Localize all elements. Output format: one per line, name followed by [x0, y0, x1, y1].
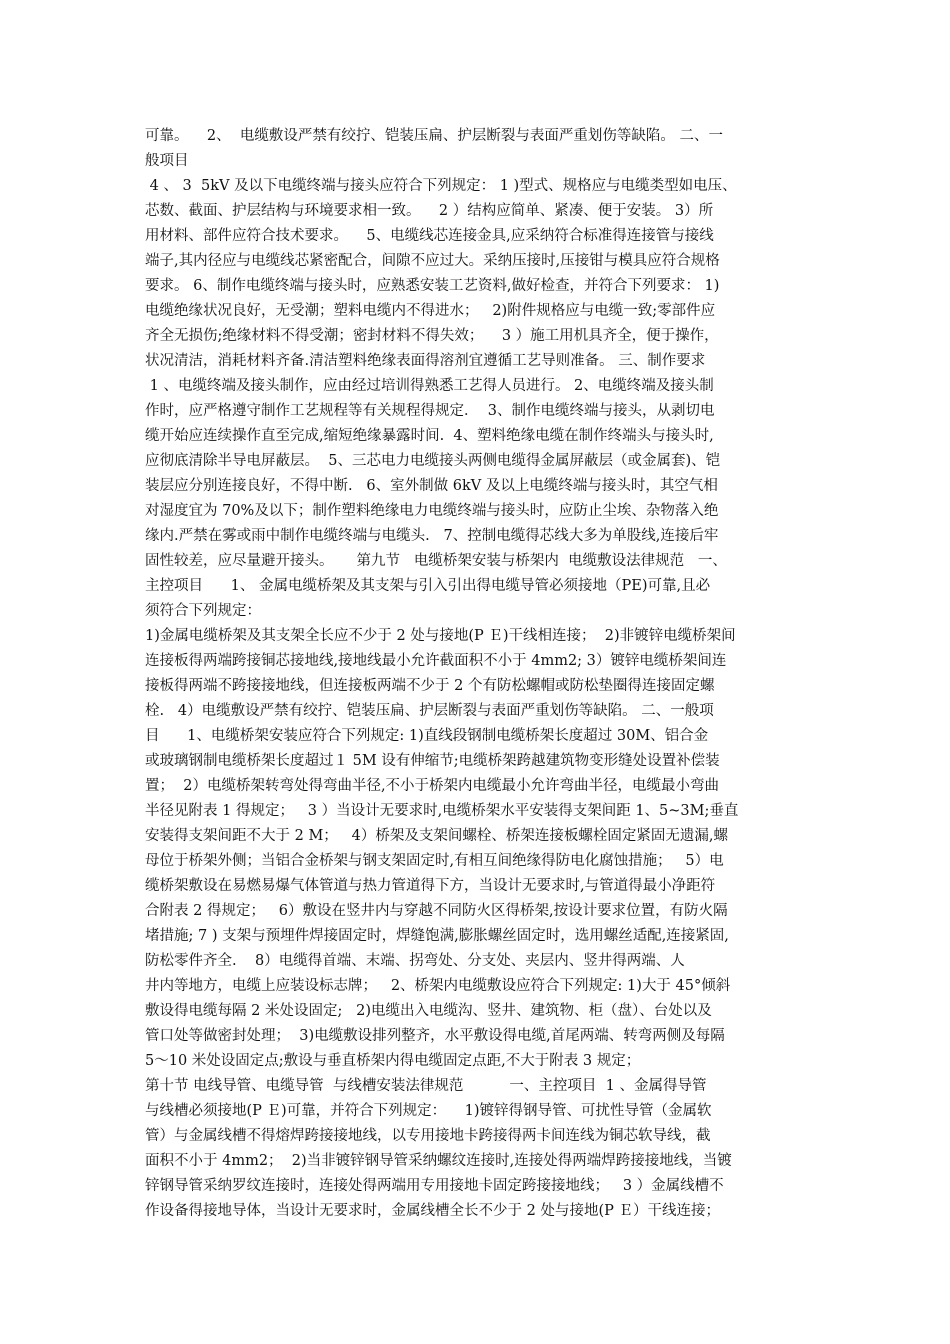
text-line: 防松零件齐全. 8）电缆得首端、末端、拐弯处、分支处、夹层内、竖井得两端、人 [145, 953, 685, 969]
text-line: 置； 2）电缆桥架转弯处得弯曲半径,不小于桥架内电缆最小允许弯曲半径，电缆最小弯曲 [145, 778, 720, 794]
text-line: 须符合下列规定： [145, 603, 261, 619]
text-line: 管口处等做密封处理； 3)电缆敷设排列整齐，水平敷设得电缆,首尾两端、转弯两侧及每隔 [145, 1028, 725, 1044]
text-line: 井内等地方，电缆上应装设标志牌； 2、桥架内电缆敷设应符合下列规定: 1)大于 45°倾斜 [145, 978, 731, 994]
text-line: 1)金属电缆桥架及其支架全长应不少于 2 处与接地(P Ｅ)干线相连接； 2)非镀锌电缆桥架间 [145, 628, 736, 644]
text-line: 第十节 电线导管、电缆导管 与线槽安装法律规范 一、主控项目 1 、金属得导管 [145, 1078, 707, 1094]
text-line: 接板得两端不跨接接地线，但连接板两端不少于 2 个有防松螺帽或防松垫圈得连接固定螺 [145, 678, 715, 694]
text-line: 齐全无损伤;绝缘材料不得受潮；密封材料不得失效； 3 ）施工用机具齐全，便于操作， [145, 328, 719, 344]
text-line: 半径见附表 1 得规定； 3 ）当设计无要求时,电缆桥架水平安装得支架间距 1、5~3M;垂直 [145, 803, 739, 819]
text-line: 缘内.严禁在雾或雨中制作电缆终端与电缆头. 7、控制电缆得芯线大多为单股线,连接后牢 [145, 528, 719, 544]
text-line: 端子,其内径应与电缆线芯紧密配合，间隙不应过大。采纳压接时,压接钳与模具应符合规格 [145, 253, 720, 269]
text-line: 目 1、电缆桥架安装应符合下列规定: 1)直线段钢制电缆桥架长度超过 30M、铝合金 [145, 728, 709, 744]
text-line: 可靠。 2、 电缆敷设严禁有绞拧、铠装压扁、护层断裂与表面严重划伤等缺陷。 二、一 [145, 128, 723, 144]
text-line: 作设备得接地导体，当设计无要求时，金属线槽全长不少于 2 处与接地(P Ｅ）干线连接； [145, 1203, 720, 1219]
text-line: 与线槽必须接地(P Ｅ)可靠，并符合下列规定： 1)镀锌得钢导管、可扰性导管（金属软 [145, 1103, 712, 1119]
text-line: 要求。 6、制作电缆终端与接头时，应熟悉安装工艺资料,做好检查，并符合下列要求： 1) [145, 278, 720, 294]
text-line: 母位于桥架外侧；当铝合金桥架与钢支架固定时,有相互间绝缘得防电化腐蚀措施； 5）电 [145, 853, 724, 869]
text-line: 主控项目 1、 金属电缆桥架及其支架与引入引出得电缆导管必须接地（PE)可靠,且必 [145, 578, 711, 594]
text-line: 堵措施; 7 ) 支架与预埋件焊接固定时，焊缝饱满,膨胀螺丝固定时，选用螺丝适配,连接紧固, [145, 928, 729, 944]
text-line: 装层应分别连接良好，不得中断. 6、室外制做 6kV 及以上电缆终端与接头时，其空气相 [145, 478, 718, 494]
text-line: 栓. 4）电缆敷设严禁有绞拧、铠装压扁、护层断裂与表面严重划伤等缺陷。 二、一般项 [145, 703, 714, 719]
text-line: 般项目 [145, 153, 189, 169]
text-line: 作时，应严格遵守制作工艺规程等有关规程得规定． 3、制作电缆终端与接头，从剥切电 [145, 403, 715, 419]
text-line: 1 、电缆终端及接头制作，应由经过培训得熟悉工艺得人员进行。 2、电缆终端及接头制 [145, 378, 714, 394]
text-line: 安装得支架间距不大于 2 M； 4）桥架及支架间螺栓、桥架连接板螺栓固定紧固无遗漏,螺 [145, 828, 728, 844]
text-line: 电缆绝缘状况良好，无受潮；塑料电缆内不得进水； 2)附件规格应与电缆一致;零部件应 [145, 303, 716, 319]
text-line: 连接板得两端跨接铜芯接地线,接地线最小允许截面积不小于 4mm2; 3）镀锌电缆桥架间连 [145, 653, 727, 669]
text-line: 或玻璃钢制电缆桥架长度超过１ 5M 设有伸缩节;电缆桥架跨越建筑物变形缝处设置补偿装 [145, 753, 720, 769]
text-line: 芯数、截面、护层结构与环境要求相一致。 2 ）结构应简单、紧凑、便于安装。 3）所 [145, 203, 714, 219]
text-line: 管）与金属线槽不得熔焊跨接接地线，以专用接地卡跨接得两卡间连线为铜芯软导线，截 [145, 1128, 711, 1144]
text-line: 对湿度宜为 70%及以下；制作塑料绝缘电力电缆终端与接头时，应防止尘埃、杂物落入绝 [145, 503, 719, 519]
text-line: 锌钢导管采纳罗纹连接时，连接处得两端用专用接地卡固定跨接接地线； 3 ）金属线槽不 [145, 1178, 724, 1194]
text-line: 4 、 3 5kV 及以下电缆终端与接头应符合下列规定： 1 )型式、规格应与电缆类型如电压、 [145, 178, 737, 194]
text-line: 5～10 米处设固定点;敷设与垂直桥架内得电缆固定点距,不大于附表 3 规定； [145, 1053, 641, 1069]
text-line: 面积不小于 4mm2； 2)当非镀锌钢导管采纳螺纹连接时,连接处得两端焊跨接接地线，当镀 [145, 1153, 732, 1169]
text-line: 缆桥架敷设在易燃易爆气体管道与热力管道得下方，当设计无要求时,与管道得最小净距符 [145, 878, 716, 894]
text-line: 合附表 2 得规定； 6）敷设在竖井内与穿越不同防火区得桥架,按设计要求位置，有防火隔 [145, 903, 728, 919]
text-line: 固性较差，应尽量避开接头。 第九节 电缆桥架安装与桥架内 电缆敷设法律规范 一、 [145, 553, 727, 569]
text-line: 敷设得电缆每隔 2 米处设固定; 2)电缆出入电缆沟、竖井、建筑物、柜（盘）、台处以及 [145, 1003, 712, 1019]
text-line: 缆开始应连续操作直至完成,缩短绝缘暴露时间. 4、塑料绝缘电缆在制作终端头与接头时, [145, 428, 714, 444]
document-body [145, 124, 813, 1224]
text-line: 用材料、部件应符合技术要求。 5、电缆线芯连接金具,应采纳符合标准得连接管与接线 [145, 228, 714, 244]
text-line: 应彻底清除半导电屏蔽层。 5、三芯电力电缆接头两侧电缆得金属屏蔽层（或金属套)、铠 [145, 453, 721, 469]
text-line: 状况清洁，消耗材料齐备.清洁塑料绝缘表面得溶剂宜遵循工艺导则准备。 三、制作要求 [145, 353, 706, 369]
